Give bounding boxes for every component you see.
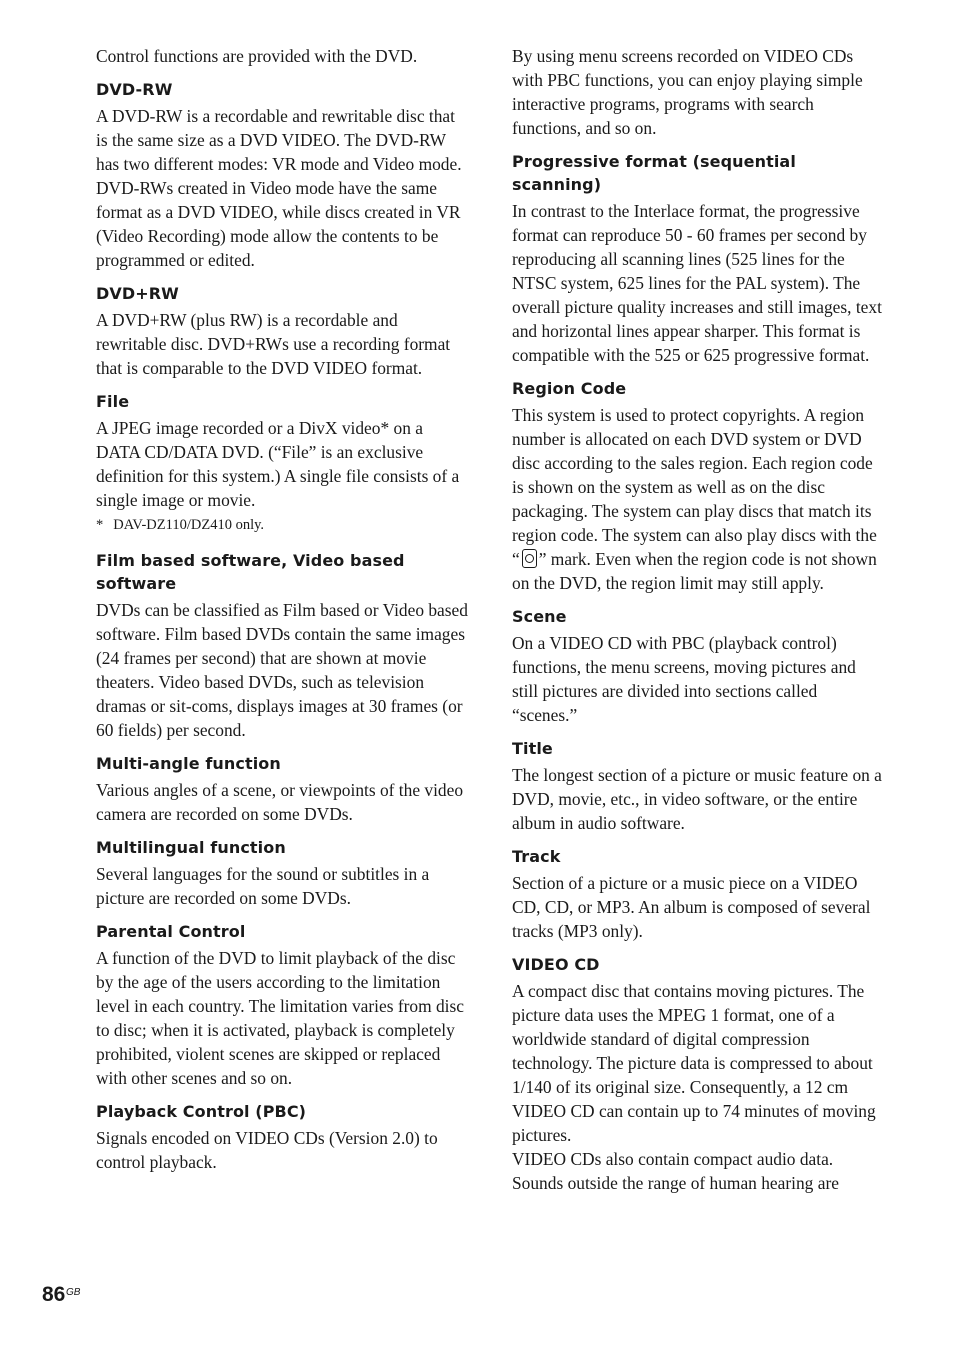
right-column — [512, 44, 884, 1195]
page-number-suffix: GB — [66, 1287, 81, 1298]
dvd-rw-body: A DVD-RW is a recordable and rewritable disc that is the same size as a DVD VIDEO. The DVD-RW has two different modes: VR mode and Video mode. DVD-RWs created in Video mode have the same format as a DVD VIDEO, while discs created in VR (Video Recording) mode allow the contents to be programmed or edited. — [96, 106, 462, 270]
pbc-continued-body: By using menu screens recorded on VIDEO CDs with PBC functions, you can enjoy playing simple interactive programs, programs with search functions, and so on. — [512, 46, 863, 138]
footnote-mark: * — [96, 517, 104, 533]
track-heading: Track — [512, 847, 561, 866]
multi-angle-heading: Multi-angle function — [96, 754, 281, 773]
video-cd-body-continued: VIDEO CDs also contain compact audio data. Sounds outside the range of human hearing are — [512, 1149, 839, 1193]
parental-control-body: A function of the DVD to limit playback of the disc by the age of the users according to the limitation level in each country. The limitation varies from disc to disc; when it is activated, playback is completely prohibited, violent scenes are skipped or replaced with other scenes and so on. — [96, 948, 464, 1088]
region-code-heading: Region Code — [512, 379, 627, 398]
parental-control-heading: Parental Control — [96, 922, 246, 941]
page-number: 86 — [42, 1283, 66, 1306]
multi-angle-body: Various angles of a scene, or viewpoints of the video camera are recorded on some DVDs. — [96, 780, 464, 824]
track-body: Section of a picture or a music piece on a VIDEO CD, CD, or MP3. An album is composed of several tracks (MP3 only). — [512, 873, 871, 941]
progressive-heading: Progressive format (sequential scanning) — [512, 152, 796, 194]
file-body: A JPEG image recorded or a DivX video* on a DATA CD/DATA DVD. (“File” is an exclusive definition for this system.) A single file consists of a single image or movie. — [96, 418, 460, 510]
film-based-heading: Film based software, Video based software — [96, 551, 405, 593]
left-column — [96, 44, 468, 1174]
footnote-text: DAV-DZ110/DZ410 only. — [113, 517, 265, 533]
pbc-heading: Playback Control (PBC) — [96, 1102, 307, 1121]
dvd-rw-heading: DVD-RW — [96, 80, 173, 99]
region-code-text-start: This system is used to protect copyrights. A region number is allocated on each DVD system or DVD disc according to the sales region. Each region code is shown on the system as well as on the disc packaging. The system can play discs that match its region code. The system can also play discs with the “ — [512, 405, 877, 569]
file-heading: File — [96, 392, 130, 411]
region-code-text-end: ” mark. Even when the region code is not shown on the DVD, the region limit may still apply. — [512, 549, 877, 593]
video-cd-heading: VIDEO CD — [512, 955, 600, 974]
film-based-body: DVDs can be classified as Film based or Video based software. Film based DVDs contain the same images (24 frames per second) that are shown at movie theaters. Video based DVDs, such as television dramas or sit-coms, displays images at 30 frames (or 60 fields) per second. — [96, 600, 468, 740]
scene-heading: Scene — [512, 607, 567, 626]
multilingual-heading: Multilingual function — [96, 838, 286, 857]
region-all-icon — [522, 549, 537, 568]
pbc-body: Signals encoded on VIDEO CDs (Version 2.0) to control playback. — [96, 1128, 438, 1172]
dvd-plus-rw-body: A DVD+RW (plus RW) is a recordable and rewritable disc. DVD+RWs use a recording format that is comparable to the DVD VIDEO format. — [96, 310, 451, 378]
file-footnote — [96, 515, 468, 535]
multilingual-body: Several languages for the sound or subtitles in a picture are recorded on some DVDs. — [96, 864, 430, 908]
dvd-plus-rw-heading: DVD+RW — [96, 284, 179, 303]
scene-body: On a VIDEO CD with PBC (playback control) functions, the menu screens, moving pictures and still pictures are divided into sections called “scenes.” — [512, 633, 856, 725]
title-body: The longest section of a picture or music feature on a DVD, movie, etc., in video software, or the entire album in audio software. — [512, 765, 882, 833]
intro-text: Control functions are provided with the DVD. — [96, 46, 418, 66]
progressive-body: In contrast to the Interlace format, the progressive format can reproduce 50 - 60 frames per second by reproducing all scanning lines (525 lines for the NTSC system, 625 lines for the PAL system). The overall picture quality increases and still images, text and horizontal lines appear sharper. This format is compatible with the 525 or 625 progressive format. — [512, 201, 882, 365]
region-code-body — [512, 403, 884, 595]
title-heading: Title — [512, 739, 553, 758]
video-cd-body: A compact disc that contains moving pictures. The picture data uses the MPEG 1 format, one of a worldwide standard of digital compression technology. The picture data is compressed to about 1/140 of its original size. Consequently, a 12 cm VIDEO CD can contain up to 74 minutes of moving pictures. — [512, 981, 876, 1145]
